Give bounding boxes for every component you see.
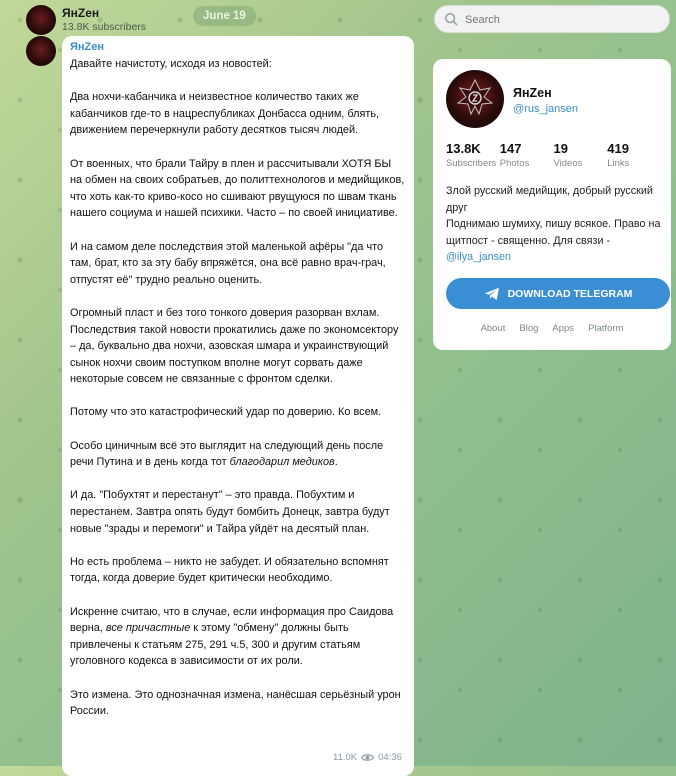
channel-name[interactable]: ЯнZен [62,6,100,20]
message-text [70,56,406,720]
stat-value: 147 [499,141,522,156]
paragraph-2: Два нохчи-кабанчика и неизвестное количество таких же кабанчиков где-то в нацреспубликах Донбасса одним, блять, движением перечеркнули работу десятков тысяч людей. [70,91,380,137]
paragraph-7 [70,440,383,469]
download-label: DOWNLOAD TELEGRAM [507,287,633,300]
stat-label: Links [607,158,630,169]
paragraph-8: И да. "Побухтят и перестанут" – это правда. Побухтим и перестанем. Завтра опять будут бомбить Донецк, завтра будут новые "зрады и перемоги" и Тайра уйдёт на десятый план. [70,489,390,535]
view-count: 11.0K [333,752,358,763]
telegram-plane-icon [484,287,500,301]
stat-value: 419 [607,141,629,156]
paragraph-10-end: к этому "обмену" должны быть привлечены к статьям 275, 291 ч.5, 300 и другим статьям уголовного кодекса в зависимости от их роли. [70,622,361,668]
channel-info-card [433,59,671,350]
message-author[interactable]: ЯнZен [70,41,105,53]
eye-icon [361,753,374,762]
link-about[interactable]: About [480,323,506,334]
message-meta [333,752,402,763]
stat-label: Photos [499,158,530,169]
search-input[interactable] [463,10,657,30]
date-badge: June 19 [193,6,256,26]
stat-links[interactable] [607,141,661,169]
stat-subscribers [446,141,500,169]
description-line-1: Злой русский медийщик, добрый русский друг [446,185,653,214]
card-channel-name: ЯнZен [513,86,552,100]
channel-description [446,183,661,266]
top-bar [0,0,676,40]
paragraph-4: И на самом деле последствия этой маленькой афёры "да что там, брат, кто за эту бабу впряжётся, она всё равно врач-грач, отпустят её" трудно реально оценить. [70,240,386,286]
message-author-avatar[interactable] [26,36,56,66]
search-icon [444,12,458,26]
paragraph-1: Давайте начистоту, исходя из новостей: [70,58,272,70]
message-bubble [62,36,414,776]
paragraph-10-text: Искренне считаю, что в случае, если информация про Саидова верна, [70,605,394,635]
channel-avatar-large [446,70,504,128]
link-blog[interactable]: Blog [519,323,539,334]
description-line-2: Поднимаю шумиху, пишу всякое. Право на щитпост - священно. Для связи - [446,218,661,247]
search-box[interactable] [434,5,670,33]
paragraph-7-italic: благодарил медиков [229,456,335,469]
emblem-icon [446,70,504,128]
paragraph-6: Потому что это катастрофический удар по доверию. Ко всем. [70,406,382,419]
download-telegram-button[interactable] [446,278,670,309]
card-username[interactable]: @rus_jansen [513,103,578,115]
paragraph-7-end: . [334,456,338,469]
stat-videos[interactable] [554,141,608,169]
paragraph-10-italic: все причастные [105,622,191,635]
stat-photos[interactable] [500,141,554,169]
subscriber-count: 13.8K subscribers [62,21,147,33]
message-time: 04:36 [378,752,402,763]
stat-label: Videos [553,158,583,169]
stat-value: 19 [553,141,568,156]
paragraph-3: От военных, что брали Тайру в плен и рассчитывали ХОТЯ БЫ на обмен на своих собратьев, до политтехнологов и медийщиков, что хоть как-то криво-косо но сшивают рвущуюся по швам ткань нашего социума и нашей психики. Часто – по своей инициативе. [70,157,405,220]
link-platform[interactable]: Platform [588,323,624,334]
link-apps[interactable]: Apps [552,323,575,334]
paragraph-11: Это измена. Это однозначная измена, нанёсшая серьёзный урон России. [70,688,401,718]
channel-avatar[interactable] [26,5,56,35]
paragraph-10 [70,606,393,668]
contact-handle-link[interactable]: @ilya_jansen [446,251,511,264]
paragraph-7-text: Особо циничным всё это выглядит на следующий день после речи Путина и в день когда тот [70,439,384,469]
paragraph-5: Огромный пласт и без того тонкого доверия разорван вхлам. Последствия такой новости прокатились даже по экономсектору – да, буквально два нохчи, азовская шмара и украинствующий сынок нохчи своим поступком вполне могут сорвать даже некоторые совсем не связанные с фронтом сделки. [70,306,399,386]
stat-label: Subscribers [446,158,497,169]
channel-stats [446,141,661,169]
paragraph-9: Но есть проблема – никто не забудет. И обязательно вспомнят тогда, когда доверие будет критически необходимо. [70,555,389,585]
stat-value: 13.8K [446,141,481,156]
footer-links [433,323,671,334]
